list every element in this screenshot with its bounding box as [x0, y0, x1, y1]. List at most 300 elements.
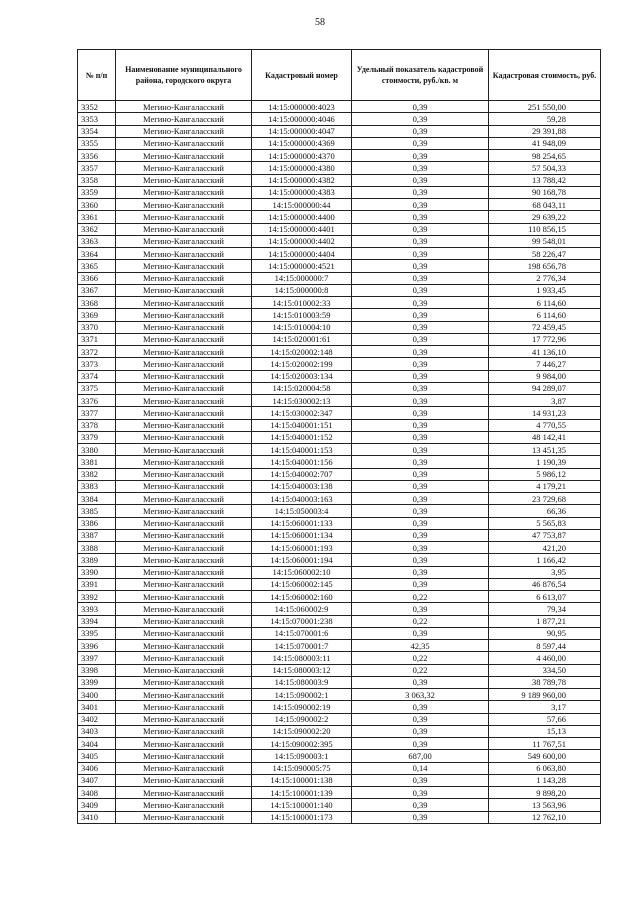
row-number: 3394 — [78, 615, 116, 627]
table-row — [78, 505, 601, 517]
table-row — [78, 468, 601, 480]
cadastral-number: 14:15:040001:153 — [252, 444, 352, 456]
row-number: 3380 — [78, 444, 116, 456]
district-name: Мегино-Кангаласский — [116, 284, 252, 296]
table-row — [78, 297, 601, 309]
row-number: 3409 — [78, 799, 116, 811]
cadastral-value: 41 136,10 — [489, 346, 601, 358]
cadastral-value: 66,36 — [489, 505, 601, 517]
cadastral-value: 41 948,09 — [489, 137, 601, 149]
row-number: 3383 — [78, 480, 116, 492]
district-name: Мегино-Кангаласский — [116, 542, 252, 554]
cadastral-number: 14:15:040002:707 — [252, 468, 352, 480]
row-number: 3382 — [78, 468, 116, 480]
row-number: 3410 — [78, 811, 116, 823]
cadastral-value: 1 143,28 — [489, 774, 601, 786]
cadastral-number: 14:15:040001:156 — [252, 456, 352, 468]
cadastral-number: 14:15:000000:4400 — [252, 211, 352, 223]
row-number: 3360 — [78, 199, 116, 211]
cadastral-value: 98 254,65 — [489, 150, 601, 162]
header-rate: Удельный показатель кадастровой стоимости, руб./кв. м — [352, 50, 489, 101]
unit-rate: 0,39 — [352, 309, 489, 321]
cadastral-value: 46 876,54 — [489, 578, 601, 590]
header-num: № п/п — [78, 50, 116, 101]
cadastral-value: 1 166,42 — [489, 554, 601, 566]
unit-rate: 0,39 — [352, 407, 489, 419]
unit-rate: 0,39 — [352, 260, 489, 272]
table-row — [78, 689, 601, 701]
row-number: 3366 — [78, 272, 116, 284]
unit-rate: 0,39 — [352, 566, 489, 578]
cadastral-number: 14:15:100001:139 — [252, 787, 352, 799]
unit-rate: 0,39 — [352, 248, 489, 260]
cadastral-number: 14:15:080003:9 — [252, 676, 352, 688]
district-name: Мегино-Кангаласский — [116, 162, 252, 174]
cadastral-value: 6 063,80 — [489, 762, 601, 774]
cadastral-number: 14:15:090002:1 — [252, 689, 352, 701]
table-row — [78, 444, 601, 456]
cadastral-value: 57 504,33 — [489, 162, 601, 174]
row-number: 3371 — [78, 333, 116, 345]
district-name: Мегино-Кангаласский — [116, 689, 252, 701]
unit-rate: 0,39 — [352, 431, 489, 443]
cadastral-number: 14:15:010002:33 — [252, 297, 352, 309]
cadastral-value: 13 563,96 — [489, 799, 601, 811]
cadastral-value: 5 986,12 — [489, 468, 601, 480]
table-row — [78, 211, 601, 223]
district-name: Мегино-Кангаласский — [116, 346, 252, 358]
unit-rate: 0,39 — [352, 480, 489, 492]
district-name: Мегино-Кангаласский — [116, 382, 252, 394]
row-number: 3401 — [78, 701, 116, 713]
district-name: Мегино-Кангаласский — [116, 137, 252, 149]
unit-rate: 0,39 — [352, 199, 489, 211]
cadastral-number: 14:15:060001:193 — [252, 542, 352, 554]
district-name: Мегино-Кангаласский — [116, 370, 252, 382]
cadastral-value: 90 168,78 — [489, 186, 601, 198]
district-name: Мегино-Кангаласский — [116, 248, 252, 260]
table-row — [78, 199, 601, 211]
cadastral-number: 14:15:090002:19 — [252, 701, 352, 713]
cadastral-value: 1 190,39 — [489, 456, 601, 468]
row-number: 3402 — [78, 713, 116, 725]
cadastral-value: 4 179,21 — [489, 480, 601, 492]
cadastral-value: 334,50 — [489, 664, 601, 676]
table-row — [78, 811, 601, 823]
table-row — [78, 113, 601, 125]
district-name: Мегино-Кангаласский — [116, 333, 252, 345]
cadastral-number: 14:15:090002:395 — [252, 738, 352, 750]
unit-rate: 0,39 — [352, 346, 489, 358]
cadastral-number: 14:15:000000:4046 — [252, 113, 352, 125]
district-name: Мегино-Кангаласский — [116, 517, 252, 529]
table-row — [78, 284, 601, 296]
table-row — [78, 395, 601, 407]
row-number: 3376 — [78, 395, 116, 407]
cadastral-number: 14:15:000000:8 — [252, 284, 352, 296]
cadastral-value: 549 600,00 — [489, 750, 601, 762]
cadastral-value: 4 460,00 — [489, 652, 601, 664]
table-row — [78, 248, 601, 260]
header-row — [78, 50, 601, 101]
district-name: Мегино-Кангаласский — [116, 811, 252, 823]
cadastral-value: 251 550,00 — [489, 101, 601, 113]
row-number: 3398 — [78, 664, 116, 676]
cadastral-number: 14:15:000000:7 — [252, 272, 352, 284]
row-number: 3395 — [78, 627, 116, 639]
cadastral-number: 14:15:070001:6 — [252, 627, 352, 639]
cadastral-number: 14:15:050003:4 — [252, 505, 352, 517]
row-number: 3357 — [78, 162, 116, 174]
cadastral-number: 14:15:040001:151 — [252, 419, 352, 431]
row-number: 3381 — [78, 456, 116, 468]
table-row — [78, 333, 601, 345]
row-number: 3379 — [78, 431, 116, 443]
district-name: Мегино-Кангаласский — [116, 272, 252, 284]
district-name: Мегино-Кангаласский — [116, 101, 252, 113]
unit-rate: 42,35 — [352, 640, 489, 652]
unit-rate: 0,39 — [352, 725, 489, 737]
unit-rate: 0,39 — [352, 603, 489, 615]
unit-rate: 0,14 — [352, 762, 489, 774]
cadastral-value: 68 043,11 — [489, 199, 601, 211]
cadastral-number: 14:15:090005:75 — [252, 762, 352, 774]
table-row — [78, 101, 601, 113]
cadastral-value: 9 898,20 — [489, 787, 601, 799]
cadastral-number: 14:15:030002:13 — [252, 395, 352, 407]
cadastral-number: 14:15:000000:4401 — [252, 223, 352, 235]
unit-rate: 0,39 — [352, 150, 489, 162]
unit-rate: 0,39 — [352, 456, 489, 468]
cadastral-number: 14:15:010004:10 — [252, 321, 352, 333]
table-row — [78, 382, 601, 394]
unit-rate: 0,39 — [352, 186, 489, 198]
row-number: 3399 — [78, 676, 116, 688]
cadastral-value: 1 877,21 — [489, 615, 601, 627]
district-name: Мегино-Кангаласский — [116, 725, 252, 737]
row-number: 3375 — [78, 382, 116, 394]
table-row — [78, 578, 601, 590]
table-row — [78, 664, 601, 676]
table-row — [78, 493, 601, 505]
table-row — [78, 407, 601, 419]
cadastral-number: 14:15:060001:134 — [252, 529, 352, 541]
unit-rate: 0,39 — [352, 578, 489, 590]
unit-rate: 0,39 — [352, 444, 489, 456]
district-name: Мегино-Кангаласский — [116, 701, 252, 713]
row-number: 3406 — [78, 762, 116, 774]
row-number: 3392 — [78, 591, 116, 603]
district-name: Мегино-Кангаласский — [116, 297, 252, 309]
unit-rate: 0,22 — [352, 652, 489, 664]
unit-rate: 0,39 — [352, 211, 489, 223]
table-row — [78, 566, 601, 578]
table-row — [78, 762, 601, 774]
unit-rate: 0,39 — [352, 517, 489, 529]
table-row — [78, 701, 601, 713]
district-name: Мегино-Кангаласский — [116, 419, 252, 431]
row-number: 3373 — [78, 358, 116, 370]
cadastral-number: 14:15:080003:11 — [252, 652, 352, 664]
table-row — [78, 150, 601, 162]
row-number: 3365 — [78, 260, 116, 272]
row-number: 3393 — [78, 603, 116, 615]
unit-rate: 0,39 — [352, 101, 489, 113]
cadastral-number: 14:15:000000:4402 — [252, 235, 352, 247]
cadastral-value: 12 762,10 — [489, 811, 601, 823]
cadastral-value: 17 772,96 — [489, 333, 601, 345]
cadastral-number: 14:15:060001:194 — [252, 554, 352, 566]
unit-rate: 0,39 — [352, 125, 489, 137]
district-name: Мегино-Кангаласский — [116, 456, 252, 468]
table-row — [78, 591, 601, 603]
cadastral-number: 14:15:070001:238 — [252, 615, 352, 627]
cadastral-value: 6 114,60 — [489, 309, 601, 321]
row-number: 3396 — [78, 640, 116, 652]
header-district: Наименование муниципального района, городского округа — [116, 50, 252, 101]
table-row — [78, 725, 601, 737]
cadastral-value: 23 729,68 — [489, 493, 601, 505]
table-row — [78, 309, 601, 321]
cadastral-value: 3,87 — [489, 395, 601, 407]
table-row — [78, 456, 601, 468]
district-name: Мегино-Кангаласский — [116, 615, 252, 627]
cadastral-number: 14:15:060001:133 — [252, 517, 352, 529]
cadastral-value: 3,95 — [489, 566, 601, 578]
row-number: 3364 — [78, 248, 116, 260]
row-number: 3404 — [78, 738, 116, 750]
district-name: Мегино-Кангаласский — [116, 505, 252, 517]
cadastral-value: 421,20 — [489, 542, 601, 554]
unit-rate: 0,39 — [352, 738, 489, 750]
district-name: Мегино-Кангаласский — [116, 395, 252, 407]
unit-rate: 0,39 — [352, 627, 489, 639]
cadastral-number: 14:15:010003:59 — [252, 309, 352, 321]
unit-rate: 0,39 — [352, 505, 489, 517]
row-number: 3403 — [78, 725, 116, 737]
cadastral-value: 29 391,88 — [489, 125, 601, 137]
cadastral-value: 9 189 960,00 — [489, 689, 601, 701]
table-row — [78, 750, 601, 762]
row-number: 3391 — [78, 578, 116, 590]
cadastral-value: 58 226,47 — [489, 248, 601, 260]
row-number: 3374 — [78, 370, 116, 382]
table-row — [78, 799, 601, 811]
header-cadastre: Кадастровый номер — [252, 50, 352, 101]
cadastral-number: 14:15:100001:138 — [252, 774, 352, 786]
table-row — [78, 676, 601, 688]
row-number: 3408 — [78, 787, 116, 799]
row-number: 3361 — [78, 211, 116, 223]
district-name: Мегино-Кангаласский — [116, 738, 252, 750]
table-row — [78, 738, 601, 750]
table-row — [78, 787, 601, 799]
district-name: Мегино-Кангаласский — [116, 713, 252, 725]
cadastral-value: 57,66 — [489, 713, 601, 725]
cadastral-number: 14:15:020001:61 — [252, 333, 352, 345]
unit-rate: 687,00 — [352, 750, 489, 762]
cadastral-number: 14:15:000000:4047 — [252, 125, 352, 137]
unit-rate: 0,22 — [352, 591, 489, 603]
unit-rate: 0,39 — [352, 358, 489, 370]
district-name: Мегино-Кангаласский — [116, 407, 252, 419]
row-number: 3386 — [78, 517, 116, 529]
cadastral-value: 1 933,45 — [489, 284, 601, 296]
cadastral-value: 6 114,60 — [489, 297, 601, 309]
table-row — [78, 774, 601, 786]
cadastral-number: 14:15:030002:347 — [252, 407, 352, 419]
district-name: Мегино-Кангаласский — [116, 652, 252, 664]
unit-rate: 0,39 — [352, 799, 489, 811]
cadastral-number: 14:15:000000:4370 — [252, 150, 352, 162]
unit-rate: 0,39 — [352, 468, 489, 480]
district-name: Мегино-Кангаласский — [116, 480, 252, 492]
district-name: Мегино-Кангаласский — [116, 444, 252, 456]
unit-rate: 0,39 — [352, 223, 489, 235]
table-header — [78, 50, 601, 101]
district-name: Мегино-Кангаласский — [116, 150, 252, 162]
cadastral-value: 38 789,78 — [489, 676, 601, 688]
row-number: 3387 — [78, 529, 116, 541]
row-number: 3384 — [78, 493, 116, 505]
row-number: 3358 — [78, 174, 116, 186]
district-name: Мегино-Кангаласский — [116, 113, 252, 125]
unit-rate: 0,39 — [352, 382, 489, 394]
cadastral-value: 8 597,44 — [489, 640, 601, 652]
cadastral-value: 29 639,22 — [489, 211, 601, 223]
row-number: 3407 — [78, 774, 116, 786]
unit-rate: 0,39 — [352, 137, 489, 149]
table-row — [78, 713, 601, 725]
table-row — [78, 272, 601, 284]
row-number: 3377 — [78, 407, 116, 419]
district-name: Мегино-Кангаласский — [116, 235, 252, 247]
unit-rate: 0,39 — [352, 419, 489, 431]
unit-rate: 0,39 — [352, 395, 489, 407]
cadastral-number: 14:15:000000:4369 — [252, 137, 352, 149]
cadastral-value: 110 856,15 — [489, 223, 601, 235]
cadastral-number: 14:15:060002:10 — [252, 566, 352, 578]
district-name: Мегино-Кангаласский — [116, 321, 252, 333]
cadastral-value: 59,28 — [489, 113, 601, 125]
row-number: 3352 — [78, 101, 116, 113]
table-row — [78, 480, 601, 492]
cadastral-number: 14:15:060002:145 — [252, 578, 352, 590]
cadastral-value: 6 613,07 — [489, 591, 601, 603]
table-row — [78, 640, 601, 652]
cadastral-value: 79,34 — [489, 603, 601, 615]
district-name: Мегино-Кангаласский — [116, 774, 252, 786]
district-name: Мегино-Кангаласский — [116, 493, 252, 505]
cadastral-value: 14 931,23 — [489, 407, 601, 419]
district-name: Мегино-Кангаласский — [116, 260, 252, 272]
table-row — [78, 358, 601, 370]
unit-rate: 0,39 — [352, 774, 489, 786]
district-name: Мегино-Кангаласский — [116, 186, 252, 198]
unit-rate: 3 063,32 — [352, 689, 489, 701]
cadastral-number: 14:15:090003:1 — [252, 750, 352, 762]
cadastral-number: 14:15:000000:4380 — [252, 162, 352, 174]
row-number: 3405 — [78, 750, 116, 762]
cadastral-number: 14:15:070001:7 — [252, 640, 352, 652]
row-number: 3372 — [78, 346, 116, 358]
cadastral-value: 94 289,07 — [489, 382, 601, 394]
table-row — [78, 125, 601, 137]
district-name: Мегино-Кангаласский — [116, 554, 252, 566]
cadastral-value: 72 459,45 — [489, 321, 601, 333]
cadastral-value: 5 565,83 — [489, 517, 601, 529]
district-name: Мегино-Кангаласский — [116, 787, 252, 799]
cadastral-value: 7 446,27 — [489, 358, 601, 370]
cadastral-value: 47 753,87 — [489, 529, 601, 541]
row-number: 3397 — [78, 652, 116, 664]
table-row — [78, 260, 601, 272]
row-number: 3388 — [78, 542, 116, 554]
cadastral-value: 15,13 — [489, 725, 601, 737]
row-number: 3370 — [78, 321, 116, 333]
district-name: Мегино-Кангаласский — [116, 223, 252, 235]
cadastral-value: 13 451,35 — [489, 444, 601, 456]
cadastral-value: 11 767,51 — [489, 738, 601, 750]
unit-rate: 0,39 — [352, 542, 489, 554]
row-number: 3355 — [78, 137, 116, 149]
table-row — [78, 346, 601, 358]
cadastral-number: 14:15:020002:199 — [252, 358, 352, 370]
table-row — [78, 419, 601, 431]
district-name: Мегино-Кангаласский — [116, 591, 252, 603]
cadastral-number: 14:15:020002:148 — [252, 346, 352, 358]
unit-rate: 0,39 — [352, 333, 489, 345]
district-name: Мегино-Кангаласский — [116, 603, 252, 615]
unit-rate: 0,39 — [352, 529, 489, 541]
row-number: 3385 — [78, 505, 116, 517]
unit-rate: 0,39 — [352, 297, 489, 309]
unit-rate: 0,39 — [352, 174, 489, 186]
cadastral-number: 14:15:000000:4383 — [252, 186, 352, 198]
table-row — [78, 186, 601, 198]
cadastral-value: 90,95 — [489, 627, 601, 639]
row-number: 3353 — [78, 113, 116, 125]
district-name: Мегино-Кангаласский — [116, 211, 252, 223]
unit-rate: 0,39 — [352, 235, 489, 247]
district-name: Мегино-Кангаласский — [116, 309, 252, 321]
row-number: 3389 — [78, 554, 116, 566]
cadastral-number: 14:15:040003:163 — [252, 493, 352, 505]
unit-rate: 0,39 — [352, 787, 489, 799]
unit-rate: 0,39 — [352, 493, 489, 505]
cadastral-value: 48 142,41 — [489, 431, 601, 443]
table-row — [78, 370, 601, 382]
cadastral-number: 14:15:000000:4023 — [252, 101, 352, 113]
district-name: Мегино-Кангаласский — [116, 125, 252, 137]
district-name: Мегино-Кангаласский — [116, 627, 252, 639]
cadastral-number: 14:15:060002:9 — [252, 603, 352, 615]
cadastral-number: 14:15:060002:160 — [252, 591, 352, 603]
district-name: Мегино-Кангаласский — [116, 676, 252, 688]
cadastral-number: 14:15:040003:138 — [252, 480, 352, 492]
table-row — [78, 529, 601, 541]
row-number: 3400 — [78, 689, 116, 701]
table-row — [78, 627, 601, 639]
unit-rate: 0,39 — [352, 701, 489, 713]
table-row — [78, 615, 601, 627]
cadastral-number: 14:15:020004:58 — [252, 382, 352, 394]
district-name: Мегино-Кангаласский — [116, 566, 252, 578]
table-body — [78, 101, 601, 824]
district-name: Мегино-Кангаласский — [116, 199, 252, 211]
district-name: Мегино-Кангаласский — [116, 358, 252, 370]
cadastral-number: 14:15:090002:2 — [252, 713, 352, 725]
